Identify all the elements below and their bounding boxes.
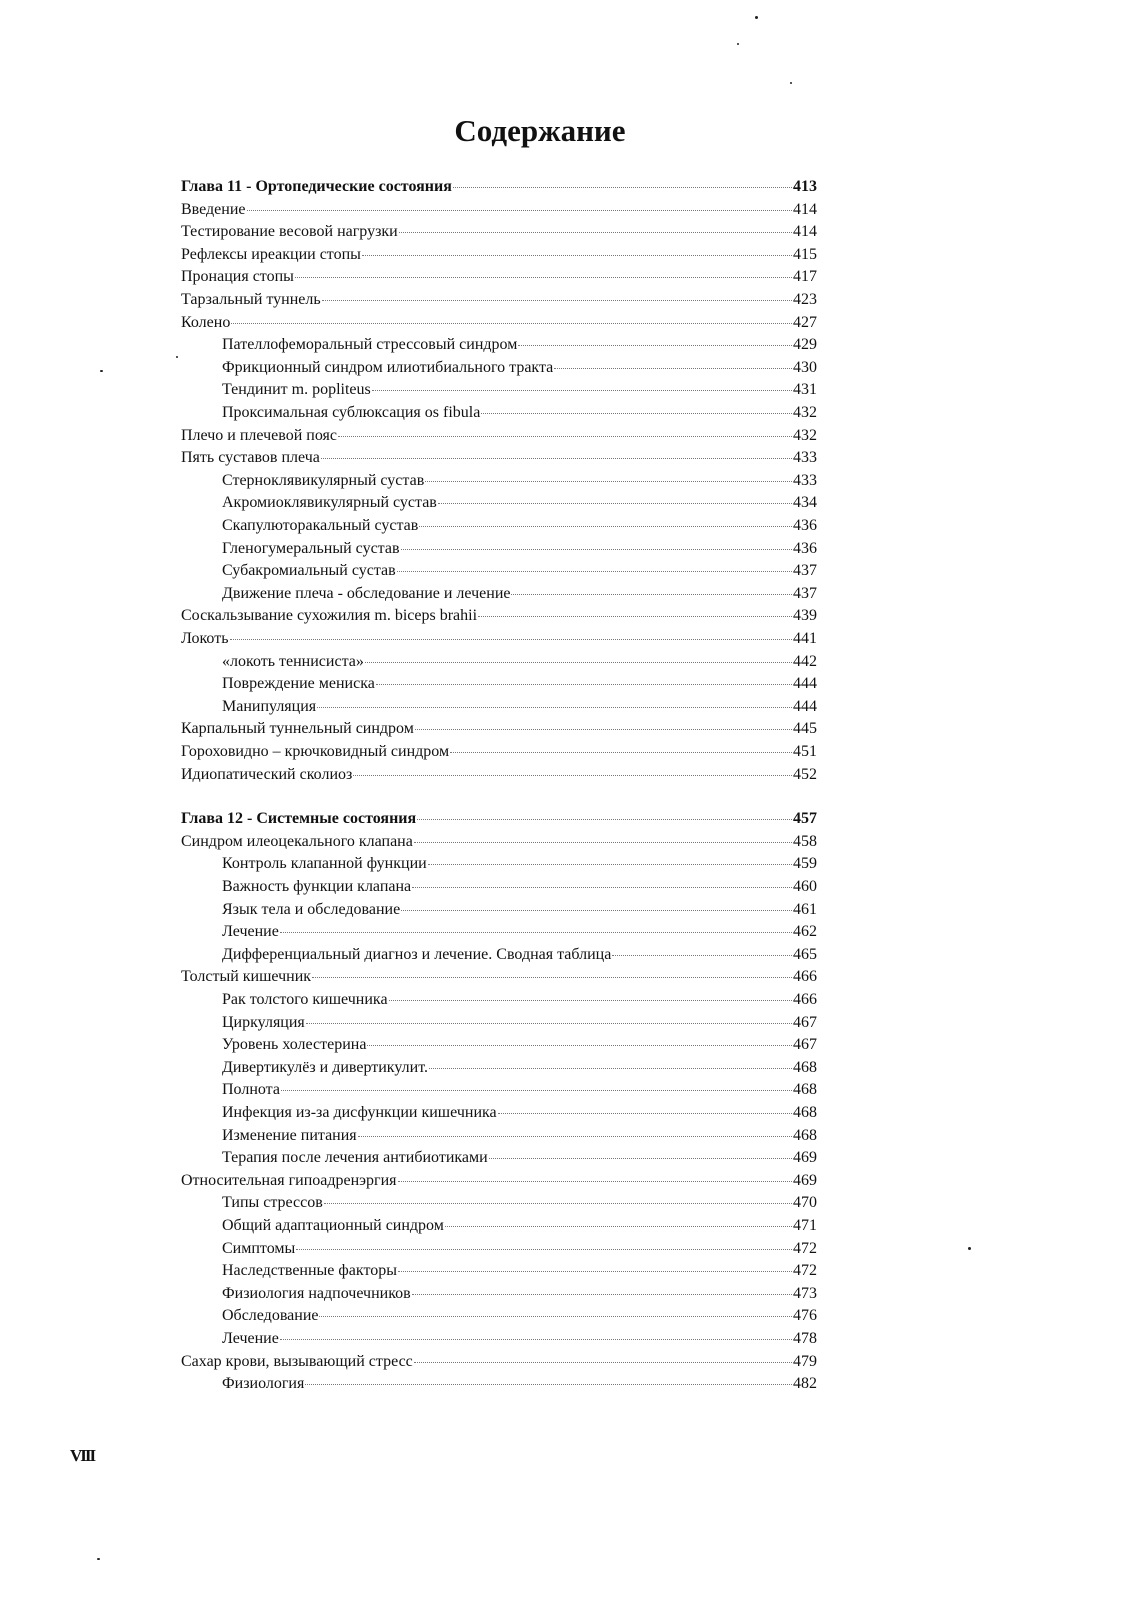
- toc-entry-title: Типы стрессов: [222, 1194, 323, 1212]
- toc-entry-page: 427: [793, 313, 817, 331]
- toc-entry-page: 439: [793, 607, 817, 625]
- dot-leader: [247, 210, 793, 211]
- toc-entry-title: Тестирование весовой нагрузки: [181, 223, 398, 241]
- toc-entry: [222, 357, 817, 379]
- dot-leader: [365, 662, 792, 663]
- toc-entry: [222, 470, 817, 492]
- toc-entry-title: Сахар крови, вызывающий стресс: [181, 1352, 413, 1370]
- toc-entry: [222, 1328, 817, 1350]
- toc-entry: [181, 244, 817, 266]
- toc-entry: [181, 764, 817, 786]
- toc-entry-page: 459: [793, 855, 817, 873]
- scan-speck: [737, 43, 739, 45]
- toc-entry: [222, 1192, 817, 1214]
- toc-entry-title: Гленогумеральный сустав: [222, 539, 400, 557]
- scan-speck: [100, 370, 103, 372]
- dot-leader: [362, 255, 792, 256]
- toc-entry: [181, 447, 817, 469]
- toc-entry: [222, 651, 817, 673]
- toc-entry-page: 473: [793, 1284, 817, 1302]
- dot-leader: [415, 729, 792, 730]
- toc-entry: [222, 853, 817, 875]
- toc-entry-title: Локоть: [181, 630, 229, 647]
- dot-leader: [397, 571, 792, 572]
- toc-entry-title: Симптомы: [222, 1239, 296, 1257]
- toc-entry: [222, 334, 817, 356]
- toc-entry: [222, 402, 817, 424]
- toc-entry-title: Тендинит m. popliteus: [222, 381, 371, 399]
- toc-entry-page: 437: [793, 562, 817, 580]
- dot-leader: [428, 864, 792, 865]
- toc-entry-page: 415: [793, 245, 817, 263]
- toc-entry-title: Карпальный туннельный синдром: [181, 720, 414, 738]
- toc-entry-page: 433: [793, 449, 817, 467]
- toc-entry-title: Введение: [181, 200, 246, 218]
- toc-entry-title: Пателлофеморальный стрессовый синдром: [222, 336, 518, 354]
- toc-entry: [222, 1079, 817, 1101]
- dot-leader: [324, 1203, 792, 1204]
- toc-entry-title: Движение плеча - обследование и лечение: [222, 584, 511, 602]
- toc-entry: [222, 1125, 817, 1147]
- toc-entry: [222, 876, 817, 898]
- toc-entry-title: Пять суставов плеча: [181, 449, 320, 467]
- toc-entry: [222, 1012, 817, 1034]
- toc-entry-page: 468: [793, 1126, 817, 1144]
- toc-entry-title: Физиология: [222, 1375, 305, 1393]
- dot-leader: [489, 1158, 792, 1159]
- toc-entry: [222, 944, 817, 966]
- toc-entry: [181, 966, 817, 988]
- toc-entry: [222, 379, 817, 401]
- dot-leader: [317, 707, 792, 708]
- scan-speck: [968, 1247, 971, 1250]
- toc-entry-page: 429: [793, 336, 817, 354]
- toc-entry-page: 469: [793, 1171, 817, 1189]
- dot-leader: [353, 775, 792, 776]
- toc-entry-title: Дивертикулёз и дивертикулит.: [222, 1058, 428, 1076]
- dot-leader: [481, 413, 792, 414]
- dot-leader: [401, 549, 792, 550]
- page-number: VIII: [70, 1446, 95, 1465]
- toc-entry-title: Уровень холестерина: [222, 1036, 367, 1054]
- toc-entry-page: 432: [793, 404, 817, 421]
- toc-entry-page: 467: [793, 1013, 817, 1031]
- dot-leader: [518, 345, 792, 346]
- dot-leader: [321, 458, 792, 459]
- toc-entry-page: 466: [793, 991, 817, 1008]
- toc-entry-page: 460: [793, 878, 817, 895]
- toc-entry-title: Идиопатический сколиоз: [181, 765, 353, 783]
- dot-leader: [319, 1316, 792, 1317]
- toc-entry-page: 476: [793, 1307, 817, 1325]
- toc-entry-page: 434: [793, 494, 817, 512]
- toc-entry: [222, 583, 817, 605]
- toc-entry-title: Скапулюторакальный сустав: [222, 517, 419, 534]
- scan-speck: [176, 356, 178, 358]
- dot-leader: [296, 1249, 792, 1250]
- dot-leader: [429, 1068, 792, 1069]
- toc-entry: [181, 199, 817, 221]
- dot-leader: [231, 323, 792, 324]
- toc-entry-title: Терапия после лечения антибиотиками: [222, 1149, 488, 1167]
- toc-entry-title: Акромиоклявикулярный сустав: [222, 494, 437, 512]
- toc-entry: [181, 718, 817, 740]
- toc-entry: [222, 1238, 817, 1260]
- toc-entry: [222, 673, 817, 695]
- toc-entry: [222, 1147, 817, 1169]
- toc-entry: [222, 899, 817, 921]
- dot-leader: [554, 368, 792, 369]
- toc-entry-page: 470: [793, 1194, 817, 1212]
- toc-entry: [181, 628, 817, 650]
- toc-entry-page: 457: [793, 810, 817, 828]
- toc-entry: [181, 741, 817, 763]
- toc-entry: [222, 515, 817, 537]
- toc-entry-title: Важность функции клапана: [222, 878, 412, 895]
- scan-speck: [97, 1558, 100, 1560]
- dot-leader: [372, 390, 792, 391]
- toc-entry-title: Инфекция из-за дисфункции кишечника: [222, 1104, 497, 1121]
- toc-entry-title: Колено: [181, 313, 231, 331]
- toc-entry-page: 445: [793, 720, 817, 738]
- dot-leader: [305, 1384, 792, 1385]
- scan-speck: [790, 82, 792, 84]
- dot-leader: [367, 1045, 792, 1046]
- toc-entry: [181, 289, 817, 311]
- toc-entry-page: 433: [793, 471, 817, 489]
- dot-leader: [280, 1339, 792, 1340]
- toc-entry-title: Физиология надпочечников: [222, 1284, 411, 1302]
- toc-entry: [222, 1102, 817, 1124]
- dot-leader: [398, 1181, 792, 1182]
- toc-entry: [181, 425, 817, 447]
- dot-leader: [419, 526, 792, 527]
- toc-entry-page: 432: [793, 426, 817, 444]
- toc-entry-title: Относительная гипоадренэргия: [181, 1171, 397, 1189]
- toc-entry-title: Рефлексы иреакции стопы: [181, 245, 361, 263]
- dot-leader: [412, 1294, 792, 1295]
- dot-leader: [280, 932, 792, 933]
- dot-leader: [498, 1113, 792, 1114]
- toc-entry-title: Полнота: [222, 1081, 280, 1099]
- toc-entry: [181, 1170, 817, 1192]
- toc-entry-title: Манипуляция: [222, 697, 317, 715]
- toc-entry: [181, 605, 817, 627]
- dot-leader: [295, 277, 792, 278]
- dot-leader: [445, 1226, 792, 1227]
- toc-entry-page: 442: [793, 652, 817, 670]
- scan-speck: [755, 16, 758, 19]
- toc-entry: [222, 696, 817, 718]
- toc-entry-page: 444: [793, 697, 817, 715]
- toc-entry-title: Толстый кишечник: [181, 968, 312, 986]
- toc-entry: [222, 1057, 817, 1079]
- toc-entry-page: 444: [793, 675, 817, 693]
- dot-leader: [450, 752, 792, 753]
- toc-entry-title: Тарзальный туннель: [181, 291, 321, 308]
- toc-entry-page: 466: [793, 968, 817, 986]
- toc-entry-title: Проксимальная сублюксация os fibula: [222, 404, 481, 421]
- dot-leader: [322, 300, 792, 301]
- toc-entry-page: 465: [793, 945, 817, 963]
- dot-leader: [511, 594, 792, 595]
- toc-entry-title: Субакромиальный сустав: [222, 562, 396, 580]
- toc-entry: [181, 312, 817, 334]
- dot-leader: [425, 481, 792, 482]
- dot-leader: [412, 887, 792, 888]
- dot-leader: [414, 1362, 792, 1363]
- toc-entry-page: 413: [793, 178, 817, 195]
- toc-entry: [181, 221, 817, 243]
- toc-entry-title: Стерноклявикулярный сустав: [222, 471, 425, 489]
- dot-leader: [376, 684, 792, 685]
- dot-leader: [281, 1090, 792, 1091]
- toc-entry: [222, 560, 817, 582]
- toc-entry-page: 436: [793, 539, 817, 557]
- toc-entry-title: Глава 12 - Системные состояния: [181, 810, 417, 828]
- toc-entry-page: 469: [793, 1149, 817, 1167]
- toc-entry-page: 417: [793, 268, 817, 286]
- dot-leader: [453, 187, 792, 188]
- toc-entry: [222, 1283, 817, 1305]
- toc-entry-page: 472: [793, 1239, 817, 1257]
- toc-entry-title: Наследственные факторы: [222, 1262, 397, 1280]
- dot-leader: [417, 819, 792, 820]
- toc-entry-title: Контроль клапанной функции: [222, 855, 427, 873]
- toc-entry: [222, 1305, 817, 1327]
- dot-leader: [312, 977, 792, 978]
- toc-entry-page: 468: [793, 1058, 817, 1076]
- toc-entry-page: 479: [793, 1352, 817, 1370]
- dot-leader: [612, 955, 792, 956]
- toc-entry-page: 458: [793, 832, 817, 850]
- toc-entry-page: 436: [793, 517, 817, 534]
- toc-chapter-entry: [181, 808, 817, 830]
- toc-entry-page: 414: [793, 223, 817, 241]
- toc-entry-page: 468: [793, 1081, 817, 1099]
- toc-entry: [181, 831, 817, 853]
- toc-entry: [222, 1260, 817, 1282]
- toc-entry-title: «локоть теннисиста»: [222, 652, 364, 670]
- toc-entry-title: Обследование: [222, 1307, 319, 1325]
- dot-leader: [358, 1136, 792, 1137]
- toc-entry-title: Лечение: [222, 923, 279, 941]
- toc-entry-page: 467: [793, 1036, 817, 1054]
- dot-leader: [338, 436, 792, 437]
- toc-entry: [222, 1034, 817, 1056]
- toc-entry-title: Рак толстого кишечника: [222, 991, 388, 1008]
- toc-entry-title: Гороховидно – крючковидный синдром: [181, 743, 450, 760]
- toc-entry: [222, 1215, 817, 1237]
- toc-entry: [222, 492, 817, 514]
- toc-entry-page: 437: [793, 584, 817, 602]
- toc-entry-page: 452: [793, 765, 817, 783]
- toc-entry: [222, 538, 817, 560]
- toc-entry-page: 451: [793, 743, 817, 760]
- toc-entry-page: 441: [793, 630, 817, 647]
- toc-entry-title: Соскальзывание сухожилия m. biceps brahii: [181, 607, 478, 625]
- toc-entry-title: Язык тела и обследование: [222, 900, 401, 918]
- toc-entry: [222, 921, 817, 943]
- dot-leader: [401, 910, 792, 911]
- toc-entry: [222, 989, 817, 1011]
- toc-entry-title: Дифференциальный диагноз и лечение. Сводная таблица: [222, 945, 612, 963]
- dot-leader: [398, 1271, 792, 1272]
- toc-entry-page: 471: [793, 1217, 817, 1234]
- dot-leader: [438, 503, 792, 504]
- toc-entry: [181, 266, 817, 288]
- dot-leader: [414, 842, 792, 843]
- toc-entry-page: 431: [793, 381, 817, 399]
- toc-entry-title: Глава 11 - Ортопедические состояния: [181, 178, 452, 195]
- toc-entry-title: Лечение: [222, 1330, 279, 1347]
- toc-entry-page: 468: [793, 1104, 817, 1121]
- dot-leader: [230, 639, 793, 640]
- toc-entry: [222, 1373, 817, 1395]
- toc-entry: [181, 1351, 817, 1373]
- toc-entry-page: 423: [793, 291, 817, 308]
- toc-entry-title: Пронация стопы: [181, 268, 294, 286]
- toc-entry-page: 478: [793, 1330, 817, 1347]
- toc-chapter-entry: [181, 176, 817, 198]
- toc-entry-page: 462: [793, 923, 817, 941]
- page-title: Содержание: [454, 113, 626, 148]
- toc-entry-page: 430: [793, 358, 817, 376]
- toc-entry-title: Циркуляция: [222, 1013, 305, 1031]
- toc-entry-title: Синдром илеоцекального клапана: [181, 832, 413, 850]
- dot-leader: [389, 1000, 792, 1001]
- toc-entry-title: Повреждение мениска: [222, 675, 375, 693]
- dot-leader: [478, 616, 792, 617]
- dot-leader: [306, 1023, 792, 1024]
- toc-entry-title: Изменение питания: [222, 1126, 357, 1144]
- toc-entry-title: Фрикционный синдром илиотибиального тракта: [222, 358, 554, 376]
- toc-entry-title: Плечо и плечевой пояс: [181, 426, 337, 444]
- toc-entry-page: 472: [793, 1262, 817, 1280]
- toc-entry-title: Общий адаптационный синдром: [222, 1217, 444, 1234]
- toc-entry-page: 482: [793, 1375, 817, 1393]
- toc-entry-page: 461: [793, 900, 817, 918]
- dot-leader: [399, 232, 792, 233]
- toc-entry-page: 414: [793, 200, 817, 218]
